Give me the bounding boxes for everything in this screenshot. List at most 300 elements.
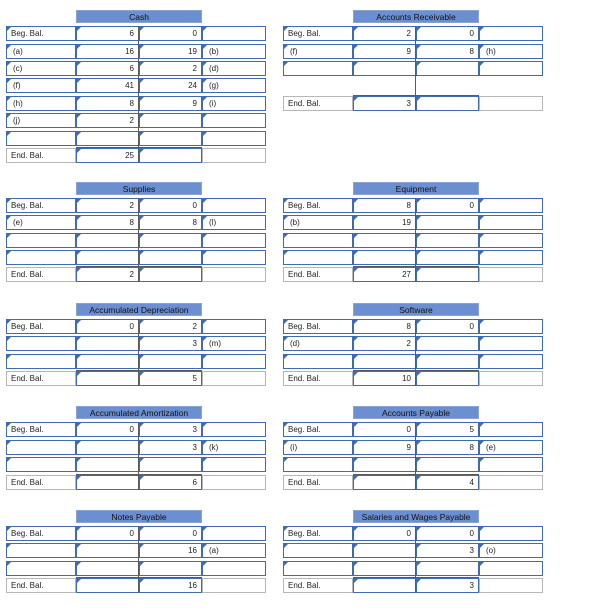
input-marker-icon (480, 216, 484, 220)
debit-amount-cell[interactable] (353, 561, 416, 576)
input-marker-icon (203, 199, 207, 203)
debit-amount-cell[interactable] (353, 44, 416, 59)
input-marker-icon (77, 79, 81, 83)
entry-label-cell[interactable] (283, 354, 353, 369)
t-account-divider (415, 319, 416, 386)
entry-label-cell[interactable] (283, 336, 353, 351)
input-marker-icon (7, 355, 11, 359)
debit-amount-cell[interactable] (76, 96, 139, 111)
entry-label-cell[interactable] (6, 131, 76, 146)
debit-amount-cell[interactable] (76, 561, 139, 576)
debit-amount-cell[interactable] (353, 371, 416, 386)
input-marker-icon (77, 527, 81, 531)
credit-reference-cell[interactable] (479, 198, 543, 213)
entry-label: End. Bal. (288, 99, 321, 108)
input-marker-icon (140, 355, 144, 359)
entry-label-cell[interactable] (6, 526, 76, 541)
credit-amount-cell[interactable] (416, 250, 479, 265)
credit-amount-cell[interactable] (416, 561, 479, 576)
input-marker-icon (417, 216, 421, 220)
debit-amount-cell[interactable] (76, 457, 139, 472)
credit-reference-cell[interactable] (202, 422, 266, 437)
t-account-divider (138, 26, 139, 163)
entry-label-cell[interactable] (283, 198, 353, 213)
credit-amount-cell[interactable] (139, 61, 202, 76)
credit-amount-cell[interactable] (416, 578, 479, 593)
credit-reference-cell[interactable] (479, 336, 543, 351)
debit-amount-cell[interactable] (76, 267, 139, 282)
input-marker-icon (354, 458, 358, 462)
entry-label-cell[interactable] (6, 354, 76, 369)
entry-label-cell[interactable] (283, 526, 353, 541)
credit-reference-cell[interactable] (202, 233, 266, 248)
credit-amount-cell[interactable] (139, 371, 202, 386)
entry-label: End. Bal. (11, 374, 44, 383)
credit-amount: 2 (192, 322, 197, 331)
debit-amount-cell[interactable] (76, 422, 139, 437)
debit-amount-cell[interactable] (353, 475, 416, 490)
credit-amount-cell[interactable] (139, 148, 202, 163)
credit-reference-cell[interactable] (479, 543, 543, 558)
debit-amount-cell[interactable] (76, 371, 139, 386)
credit-reference-cell[interactable] (479, 440, 543, 455)
credit-amount: 0 (469, 322, 474, 331)
input-marker-icon (140, 199, 144, 203)
entry-label: (c) (13, 64, 23, 73)
credit-amount-cell[interactable] (139, 336, 202, 351)
entry-label-cell[interactable] (283, 26, 353, 41)
input-marker-icon (7, 234, 11, 238)
credit-reference: (h) (486, 47, 496, 56)
credit-amount: 9 (192, 99, 197, 108)
credit-reference-cell (479, 578, 543, 593)
entry-label-cell[interactable] (283, 561, 353, 576)
credit-amount-cell[interactable] (139, 198, 202, 213)
credit-amount-cell[interactable] (416, 543, 479, 558)
input-marker-icon (77, 476, 81, 480)
input-marker-icon (480, 251, 484, 255)
end-balance-label (283, 371, 353, 386)
debit-amount-cell[interactable] (76, 526, 139, 541)
credit-amount-cell[interactable] (139, 250, 202, 265)
credit-reference-cell[interactable] (202, 319, 266, 334)
credit-reference-cell[interactable] (479, 354, 543, 369)
entry-label-cell[interactable] (283, 457, 353, 472)
input-marker-icon (417, 527, 421, 531)
credit-amount-cell[interactable] (416, 44, 479, 59)
credit-amount: 16 (188, 546, 197, 555)
credit-reference-cell[interactable] (202, 526, 266, 541)
input-marker-icon (203, 423, 207, 427)
entry-label: Beg. Bal. (288, 201, 321, 210)
debit-amount-cell[interactable] (353, 26, 416, 41)
credit-amount-cell[interactable] (139, 44, 202, 59)
input-marker-icon (140, 320, 144, 324)
input-marker-icon (480, 27, 484, 31)
debit-amount: 10 (402, 374, 411, 383)
entry-label: End. Bal. (11, 478, 44, 487)
debit-amount-cell[interactable] (353, 336, 416, 351)
debit-amount-cell[interactable] (353, 267, 416, 282)
input-marker-icon (203, 562, 207, 566)
debit-amount-cell[interactable] (76, 233, 139, 248)
input-marker-icon (284, 251, 288, 255)
credit-reference-cell (202, 267, 266, 282)
entry-label-cell[interactable] (6, 113, 76, 128)
debit-amount-cell[interactable] (353, 543, 416, 558)
t-account-title: Accounts Payable (353, 406, 479, 419)
credit-amount-cell[interactable] (416, 336, 479, 351)
credit-reference-cell[interactable] (202, 131, 266, 146)
input-marker-icon (354, 97, 358, 101)
debit-amount-cell[interactable] (76, 61, 139, 76)
credit-reference-cell[interactable] (202, 44, 266, 59)
credit-amount-cell[interactable] (416, 198, 479, 213)
debit-amount-cell[interactable] (76, 578, 139, 593)
debit-amount: 8 (406, 322, 411, 331)
entry-label-cell[interactable] (6, 215, 76, 230)
input-marker-icon (77, 579, 81, 583)
credit-amount-cell[interactable] (139, 526, 202, 541)
debit-amount-cell[interactable] (353, 61, 416, 76)
credit-reference-cell[interactable] (479, 26, 543, 41)
credit-reference-cell[interactable] (479, 44, 543, 59)
credit-amount-cell[interactable] (139, 319, 202, 334)
debit-amount-cell[interactable] (76, 336, 139, 351)
debit-amount-cell[interactable] (353, 96, 416, 111)
credit-amount-cell[interactable] (139, 475, 202, 490)
input-marker-icon (203, 27, 207, 31)
entry-label: (j) (13, 116, 21, 125)
credit-reference-cell[interactable] (202, 561, 266, 576)
debit-amount-cell[interactable] (353, 457, 416, 472)
credit-amount-cell[interactable] (139, 96, 202, 111)
debit-amount-cell[interactable] (353, 526, 416, 541)
input-marker-icon (77, 441, 81, 445)
debit-amount: 3 (406, 99, 411, 108)
entry-label: (b) (290, 218, 300, 227)
entry-label-cell[interactable] (6, 543, 76, 558)
debit-amount: 2 (129, 270, 134, 279)
debit-amount-cell[interactable] (76, 198, 139, 213)
input-marker-icon (77, 199, 81, 203)
debit-amount-cell[interactable] (353, 319, 416, 334)
credit-amount-cell[interactable] (139, 113, 202, 128)
credit-reference-cell[interactable] (202, 113, 266, 128)
entry-label-cell[interactable] (283, 61, 353, 76)
t-account-divider (138, 319, 139, 386)
credit-amount-cell[interactable] (416, 267, 479, 282)
input-marker-icon (77, 562, 81, 566)
input-marker-icon (77, 62, 81, 66)
credit-amount-cell[interactable] (416, 526, 479, 541)
debit-amount-cell[interactable] (353, 440, 416, 455)
credit-amount-cell[interactable] (139, 457, 202, 472)
input-marker-icon (140, 527, 144, 531)
entry-label-cell[interactable] (283, 233, 353, 248)
input-marker-icon (354, 337, 358, 341)
entry-label: End. Bal. (11, 151, 44, 160)
credit-amount-cell[interactable] (139, 233, 202, 248)
credit-reference-cell[interactable] (202, 543, 266, 558)
credit-amount-cell[interactable] (139, 131, 202, 146)
debit-amount-cell[interactable] (76, 250, 139, 265)
credit-reference: (o) (486, 546, 496, 555)
credit-amount-cell[interactable] (416, 422, 479, 437)
input-marker-icon (284, 355, 288, 359)
input-marker-icon (417, 251, 421, 255)
credit-amount-cell[interactable] (139, 422, 202, 437)
credit-reference-cell[interactable] (202, 250, 266, 265)
input-marker-icon (203, 355, 207, 359)
debit-amount-cell[interactable] (76, 113, 139, 128)
input-marker-icon (203, 337, 207, 341)
credit-amount-cell[interactable] (416, 96, 479, 111)
debit-amount: 0 (129, 425, 134, 434)
entry-label-cell[interactable] (283, 319, 353, 334)
debit-amount-cell[interactable] (76, 148, 139, 163)
input-marker-icon (284, 544, 288, 548)
credit-amount-cell[interactable] (416, 61, 479, 76)
input-marker-icon (203, 132, 207, 136)
credit-amount: 3 (192, 443, 197, 452)
input-marker-icon (77, 149, 81, 153)
credit-reference-cell[interactable] (202, 26, 266, 41)
credit-amount-cell[interactable] (416, 26, 479, 41)
input-marker-icon (354, 423, 358, 427)
credit-amount-cell[interactable] (139, 440, 202, 455)
credit-reference-cell[interactable] (202, 440, 266, 455)
entry-label-cell[interactable] (283, 250, 353, 265)
credit-amount: 0 (469, 29, 474, 38)
credit-reference-cell[interactable] (479, 422, 543, 437)
input-marker-icon (284, 458, 288, 462)
end-balance-rule (76, 147, 202, 148)
input-marker-icon (7, 337, 11, 341)
credit-reference-cell[interactable] (479, 250, 543, 265)
credit-amount-cell[interactable] (416, 440, 479, 455)
credit-amount: 6 (192, 478, 197, 487)
entry-label: Beg. Bal. (11, 529, 44, 538)
credit-amount-cell[interactable] (416, 319, 479, 334)
credit-reference-cell[interactable] (479, 561, 543, 576)
debit-amount-cell[interactable] (76, 44, 139, 59)
debit-amount-cell[interactable] (353, 578, 416, 593)
input-marker-icon (203, 234, 207, 238)
input-marker-icon (417, 337, 421, 341)
debit-amount-cell[interactable] (353, 422, 416, 437)
t-account-divider (415, 422, 416, 490)
debit-amount: 0 (129, 529, 134, 538)
input-marker-icon (203, 62, 207, 66)
credit-amount-cell[interactable] (139, 78, 202, 93)
input-marker-icon (140, 579, 144, 583)
t-account-title: Accumulated Amortization (76, 406, 202, 419)
entry-label-cell[interactable] (283, 422, 353, 437)
debit-amount-cell[interactable] (353, 354, 416, 369)
credit-reference-cell (479, 475, 543, 490)
input-marker-icon (77, 234, 81, 238)
debit-amount-cell[interactable] (76, 78, 139, 93)
input-marker-icon (140, 372, 144, 376)
end-balance-label (6, 578, 76, 593)
credit-amount-cell[interactable] (139, 543, 202, 558)
t-account-title: Accumulated Depreciation (76, 303, 202, 316)
debit-amount-cell[interactable] (76, 26, 139, 41)
credit-reference-cell[interactable] (479, 215, 543, 230)
input-marker-icon (284, 62, 288, 66)
debit-amount: 0 (406, 529, 411, 538)
input-marker-icon (203, 441, 207, 445)
entry-label-cell[interactable] (6, 319, 76, 334)
credit-amount: 3 (469, 546, 474, 555)
credit-amount-cell[interactable] (139, 561, 202, 576)
input-marker-icon (203, 458, 207, 462)
t-account-title: Cash (76, 10, 202, 23)
credit-amount-cell[interactable] (416, 233, 479, 248)
input-marker-icon (7, 114, 11, 118)
input-marker-icon (354, 441, 358, 445)
credit-reference: (m) (209, 339, 221, 348)
credit-amount: 2 (192, 64, 197, 73)
input-marker-icon (284, 562, 288, 566)
input-marker-icon (77, 45, 81, 49)
debit-amount: 6 (129, 64, 134, 73)
credit-amount-cell[interactable] (416, 371, 479, 386)
credit-reference-cell[interactable] (479, 61, 543, 76)
input-marker-icon (7, 132, 11, 136)
input-marker-icon (203, 79, 207, 83)
credit-amount-cell[interactable] (139, 267, 202, 282)
end-balance-rule (353, 266, 479, 267)
credit-reference-cell[interactable] (202, 457, 266, 472)
entry-label-cell[interactable] (6, 336, 76, 351)
input-marker-icon (7, 562, 11, 566)
t-account-divider (415, 526, 416, 593)
credit-amount-cell[interactable] (416, 457, 479, 472)
input-marker-icon (140, 234, 144, 238)
entry-label-cell[interactable] (6, 96, 76, 111)
debit-amount-cell[interactable] (353, 215, 416, 230)
debit-amount-cell[interactable] (76, 131, 139, 146)
entry-label-cell[interactable] (6, 457, 76, 472)
credit-amount-cell[interactable] (139, 215, 202, 230)
end-balance-label (283, 96, 353, 111)
entry-label-cell[interactable] (283, 215, 353, 230)
entry-label-cell[interactable] (283, 44, 353, 59)
entry-label: Beg. Bal. (11, 425, 44, 434)
input-marker-icon (77, 355, 81, 359)
end-balance-rule (76, 266, 202, 267)
credit-amount-cell[interactable] (416, 354, 479, 369)
input-marker-icon (417, 544, 421, 548)
credit-amount: 3 (192, 425, 197, 434)
entry-label-cell[interactable] (6, 198, 76, 213)
entry-label-cell[interactable] (6, 44, 76, 59)
input-marker-icon (140, 216, 144, 220)
debit-amount-cell[interactable] (76, 440, 139, 455)
entry-label-cell[interactable] (283, 440, 353, 455)
entry-label: (a) (13, 47, 23, 56)
credit-reference-cell[interactable] (202, 354, 266, 369)
debit-amount: 6 (129, 29, 134, 38)
input-marker-icon (480, 45, 484, 49)
entry-label-cell[interactable] (283, 543, 353, 558)
entry-label-cell[interactable] (6, 422, 76, 437)
entry-label: End. Bal. (11, 581, 44, 590)
entry-label: End. Bal. (288, 270, 321, 279)
input-marker-icon (480, 337, 484, 341)
debit-amount-cell[interactable] (76, 543, 139, 558)
credit-reference-cell[interactable] (202, 215, 266, 230)
input-marker-icon (284, 216, 288, 220)
credit-reference-cell[interactable] (202, 78, 266, 93)
entry-label-cell[interactable] (6, 440, 76, 455)
credit-reference: (b) (209, 47, 219, 56)
entry-label-cell[interactable] (6, 233, 76, 248)
input-marker-icon (354, 544, 358, 548)
input-marker-icon (354, 251, 358, 255)
credit-amount: 5 (469, 425, 474, 434)
credit-reference-cell[interactable] (202, 96, 266, 111)
credit-reference-cell[interactable] (202, 198, 266, 213)
credit-reference-cell[interactable] (479, 457, 543, 472)
credit-amount-cell[interactable] (139, 578, 202, 593)
debit-amount-cell[interactable] (76, 319, 139, 334)
credit-reference: (g) (209, 81, 219, 90)
credit-reference-cell[interactable] (202, 61, 266, 76)
credit-amount-cell[interactable] (416, 475, 479, 490)
credit-amount-cell[interactable] (139, 354, 202, 369)
credit-amount: 8 (192, 218, 197, 227)
input-marker-icon (417, 268, 421, 272)
end-balance-label (283, 267, 353, 282)
credit-reference-cell[interactable] (202, 336, 266, 351)
input-marker-icon (7, 97, 11, 101)
end-balance-label (6, 475, 76, 490)
debit-amount-cell[interactable] (353, 233, 416, 248)
entry-label-cell[interactable] (6, 561, 76, 576)
input-marker-icon (417, 423, 421, 427)
debit-amount-cell[interactable] (353, 198, 416, 213)
credit-reference-cell[interactable] (479, 526, 543, 541)
input-marker-icon (77, 458, 81, 462)
debit-amount-cell[interactable] (353, 250, 416, 265)
t-account-title: Supplies (76, 182, 202, 195)
entry-label-cell[interactable] (6, 250, 76, 265)
credit-amount-cell[interactable] (139, 26, 202, 41)
debit-amount-cell[interactable] (76, 475, 139, 490)
debit-amount: 19 (402, 218, 411, 227)
debit-amount-cell[interactable] (76, 215, 139, 230)
input-marker-icon (354, 355, 358, 359)
credit-reference-cell[interactable] (479, 319, 543, 334)
credit-amount-cell[interactable] (416, 215, 479, 230)
entry-label: (f) (13, 81, 21, 90)
credit-reference-cell[interactable] (479, 233, 543, 248)
entry-label-cell[interactable] (6, 61, 76, 76)
input-marker-icon (140, 562, 144, 566)
input-marker-icon (77, 320, 81, 324)
input-marker-icon (77, 216, 81, 220)
t-account-divider (138, 526, 139, 593)
debit-amount-cell[interactable] (76, 354, 139, 369)
t-account-title: Software (353, 303, 479, 316)
t-account-divider (415, 198, 416, 282)
entry-label-cell[interactable] (6, 78, 76, 93)
input-marker-icon (203, 114, 207, 118)
entry-label-cell[interactable] (6, 26, 76, 41)
